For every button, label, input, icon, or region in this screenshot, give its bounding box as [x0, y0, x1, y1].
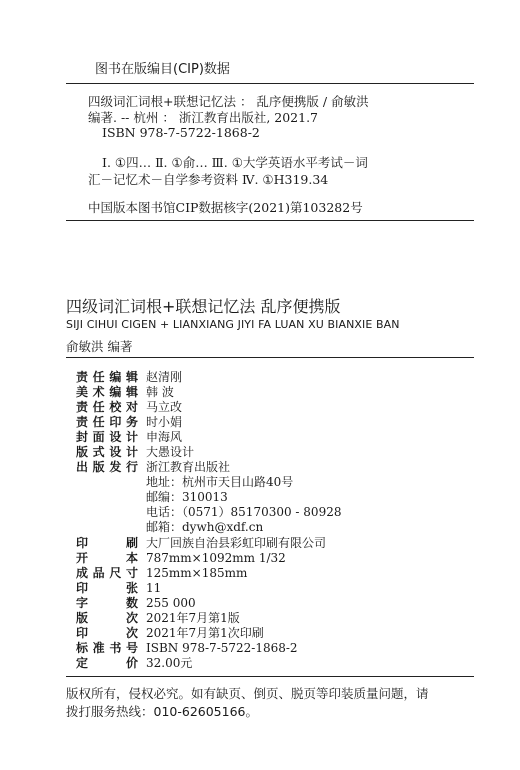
- credit-label: 出版发行: [76, 460, 138, 474]
- book-author: 俞敏洪 编著: [66, 339, 133, 354]
- spec-value: 787mm×1092mm 1/32: [146, 551, 286, 565]
- spec-row: [76, 536, 327, 551]
- spec-label: 印次: [76, 626, 138, 640]
- credit-label: 美术编辑: [76, 385, 138, 399]
- spec-row: [76, 566, 248, 581]
- publisher-phone: 电话：（0571）85170300 - 80928: [146, 505, 342, 519]
- spec-row: [76, 581, 162, 596]
- spec-value: 2021年7月第1次印刷: [146, 626, 264, 640]
- cip-data-number: 中国版本图书馆CIP数据核字(2021)第103282号: [88, 200, 363, 215]
- specs-bottom-rule: [66, 676, 474, 677]
- cip-line-2: 编著. -- 杭州 ： 浙江教育出版社, 2021.7: [88, 110, 318, 125]
- publisher-address: 地址：杭州市天目山路40号: [146, 475, 294, 489]
- copyright-line-2: 拨打服务热线：010-62605166。: [66, 704, 258, 719]
- spec-value: 255 000: [146, 596, 196, 610]
- spec-value: 大厂回族自治县彩虹印刷有限公司: [146, 536, 327, 550]
- credit-value: 赵清刚: [146, 370, 183, 384]
- spec-row: [76, 656, 193, 671]
- spec-row: [76, 611, 240, 626]
- spec-value: 2021年7月第1版: [146, 611, 240, 625]
- credit-label: 版式设计: [76, 445, 138, 459]
- cip-class-1: Ⅰ. ①四… Ⅱ. ①俞… Ⅲ. ①大学英语水平考试－词: [102, 155, 368, 170]
- credit-label: 责任编辑: [76, 370, 138, 384]
- spec-label: 印张: [76, 581, 138, 595]
- spec-label: 字数: [76, 596, 138, 610]
- credit-row: [76, 385, 174, 400]
- spec-value: 11: [146, 581, 162, 595]
- cip-bottom-rule: [66, 220, 474, 221]
- cip-line-3: ISBN 978-7-5722-1868-2: [102, 125, 260, 140]
- credit-row: [76, 445, 195, 460]
- cip-line-1: 四级词汇词根+联想记忆法 ： 乱序便携版 / 俞敏洪: [88, 94, 369, 109]
- credit-value: 申海风: [146, 430, 183, 444]
- spec-value: 125mm×185mm: [146, 566, 248, 580]
- spec-label: 开本: [76, 551, 138, 565]
- publisher-email: 邮箱：dywh@xdf.cn: [146, 520, 264, 534]
- spec-row: [76, 551, 286, 566]
- credit-label: 责任印务: [76, 415, 138, 429]
- credit-row: [76, 430, 183, 445]
- credit-value: 时小娟: [146, 415, 183, 429]
- book-pinyin: SIJI CIHUI CIGEN + LIANXIANG JIYI FA LUAN XU BIANXIE BAN: [66, 318, 400, 331]
- cip-top-rule: [66, 83, 474, 84]
- spec-label: 成品尺寸: [76, 566, 138, 580]
- spec-label: 版次: [76, 611, 138, 625]
- spec-row: [76, 596, 196, 611]
- credit-label: 封面设计: [76, 430, 138, 444]
- cip-title: 图书在版编目(CIP)数据: [95, 62, 230, 77]
- spec-label: 标准书号: [76, 641, 138, 655]
- spec-value: 32.00元: [146, 656, 193, 670]
- spec-row: [76, 641, 298, 656]
- credit-value: 大愚设计: [146, 445, 195, 459]
- credit-label: 责任校对: [76, 400, 138, 414]
- copyright-line-1: 版权所有，侵权必究。如有缺页、倒页、脱页等印装质量问题，请: [66, 686, 429, 701]
- credit-row: [76, 415, 183, 430]
- credit-value: 马立改: [146, 400, 183, 414]
- spec-row: [76, 626, 264, 641]
- credit-value: 韩 波: [146, 385, 174, 399]
- book-title: 四级词汇词根+联想记忆法 乱序便携版: [66, 297, 341, 316]
- spec-label: 印刷: [76, 536, 138, 550]
- spec-value: ISBN 978-7-5722-1868-2: [146, 641, 298, 655]
- publisher-postcode: 邮编：310013: [146, 490, 228, 504]
- title-rule: [66, 357, 474, 358]
- spec-label: 定价: [76, 656, 138, 670]
- credit-value: 浙江教育出版社: [146, 460, 231, 474]
- credit-row: [76, 460, 231, 475]
- credit-row: [76, 370, 183, 385]
- credit-row: [76, 400, 183, 415]
- cip-class-2: 汇－记忆术－自学参考资料 Ⅳ. ①H319.34: [88, 172, 329, 187]
